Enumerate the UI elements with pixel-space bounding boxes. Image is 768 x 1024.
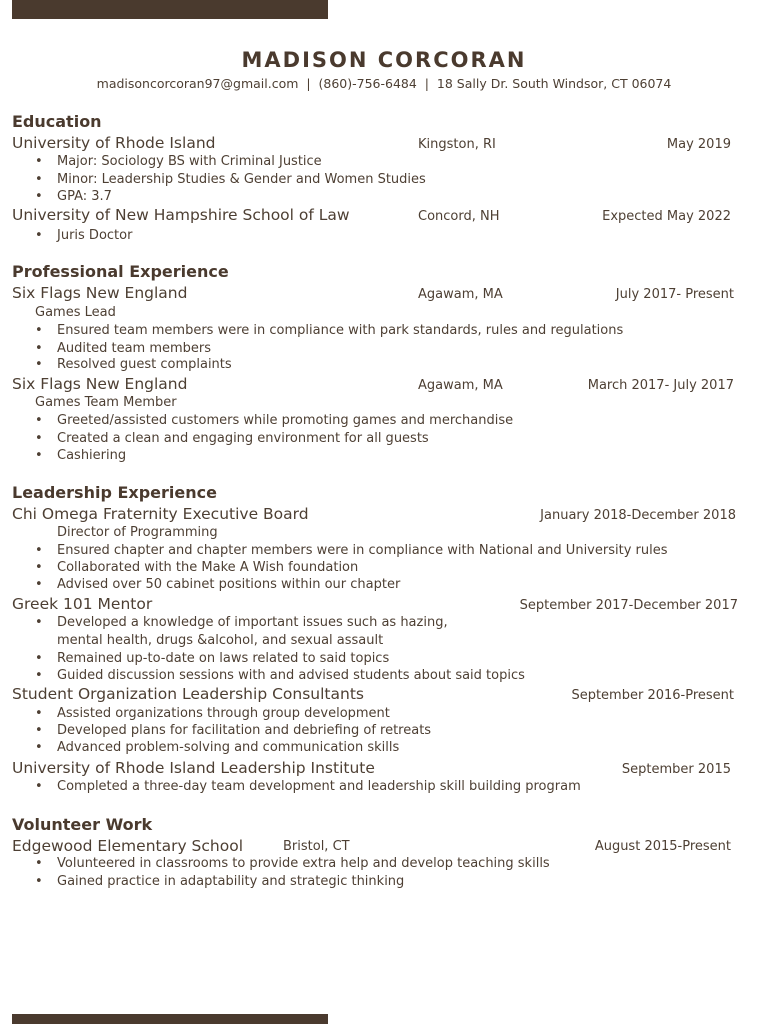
bullet-icon: • <box>35 856 43 871</box>
bullet-icon: • <box>35 172 43 187</box>
education-org: University of New Hampshire School of Law <box>12 206 350 224</box>
leadership-org: Greek 101 Mentor <box>12 595 153 613</box>
bullet-icon: • <box>35 706 43 721</box>
bullet-icon: • <box>35 651 43 666</box>
bullet-icon: • <box>35 357 43 372</box>
volunteer-org: Edgewood Elementary School <box>12 837 244 855</box>
education-date: Expected May 2022 <box>602 209 731 224</box>
section-heading-volunteer: Volunteer Work <box>12 815 153 834</box>
bullet-icon: • <box>35 431 43 446</box>
bullet-icon: • <box>35 543 43 558</box>
job-location: Agawam, MA <box>418 287 503 302</box>
bullet-icon: • <box>35 740 43 755</box>
volunteer-location: Bristol, CT <box>283 839 350 854</box>
leadership-org: Student Organization Leadership Consultants <box>12 685 364 703</box>
leadership-date: September 2017-December 2017 <box>519 598 738 613</box>
bullet-icon: • <box>35 577 43 592</box>
contact-line: madisoncorcoran97@gmail.com | (860)-756-6484 | 18 Sally Dr. South Windsor, CT 06074 <box>96 76 672 91</box>
leadership-date: September 2015 <box>621 762 731 777</box>
education-location: Concord, NH <box>418 209 500 224</box>
leadership-date: September 2016-Present <box>571 688 734 703</box>
top-accent-bar <box>12 0 328 19</box>
bullet-icon: • <box>35 323 43 338</box>
bullet-icon: • <box>35 560 43 575</box>
education-date: May 2019 <box>666 137 731 152</box>
education-org: University of Rhode Island <box>12 134 216 152</box>
bullet-icon: • <box>35 779 43 794</box>
bullet-icon: • <box>35 723 43 738</box>
bottom-accent-bar <box>12 1014 328 1024</box>
leadership-date: January 2018-December 2018 <box>540 508 736 523</box>
section-heading-professional: Professional Experience <box>12 262 229 281</box>
job-role: Games Lead <box>35 305 116 320</box>
job-role: Games Team Member <box>35 395 177 410</box>
section-heading-leadership: Leadership Experience <box>12 483 217 502</box>
job-date: March 2017- July 2017 <box>587 378 734 393</box>
bullet-icon: • <box>35 668 43 683</box>
bullet-icon: • <box>35 189 43 204</box>
bullet-icon: • <box>35 874 43 889</box>
education-location: Kingston, RI <box>418 137 496 152</box>
leadership-org: Chi Omega Fraternity Executive Board <box>12 505 309 523</box>
volunteer-date: August 2015-Present <box>594 839 731 854</box>
job-org: Six Flags New England <box>12 375 188 393</box>
bullet-icon: • <box>35 341 43 356</box>
job-location: Agawam, MA <box>418 378 503 393</box>
bullet-icon: • <box>35 448 43 463</box>
bullet-icon: • <box>35 413 43 428</box>
resume-name: MADISON CORCORAN <box>241 48 527 72</box>
job-date: July 2017- Present <box>615 287 734 302</box>
section-heading-education: Education <box>12 112 102 131</box>
list-item-continuation: mental health, drugs &alcohol, and sexual assault <box>57 633 384 648</box>
bullet-icon: • <box>35 615 43 630</box>
bullet-icon: • <box>35 154 43 169</box>
leadership-role: Director of Programming <box>57 525 218 540</box>
leadership-org: University of Rhode Island Leadership Institute <box>12 759 375 777</box>
job-org: Six Flags New England <box>12 284 188 302</box>
bullet-icon: • <box>35 228 43 243</box>
